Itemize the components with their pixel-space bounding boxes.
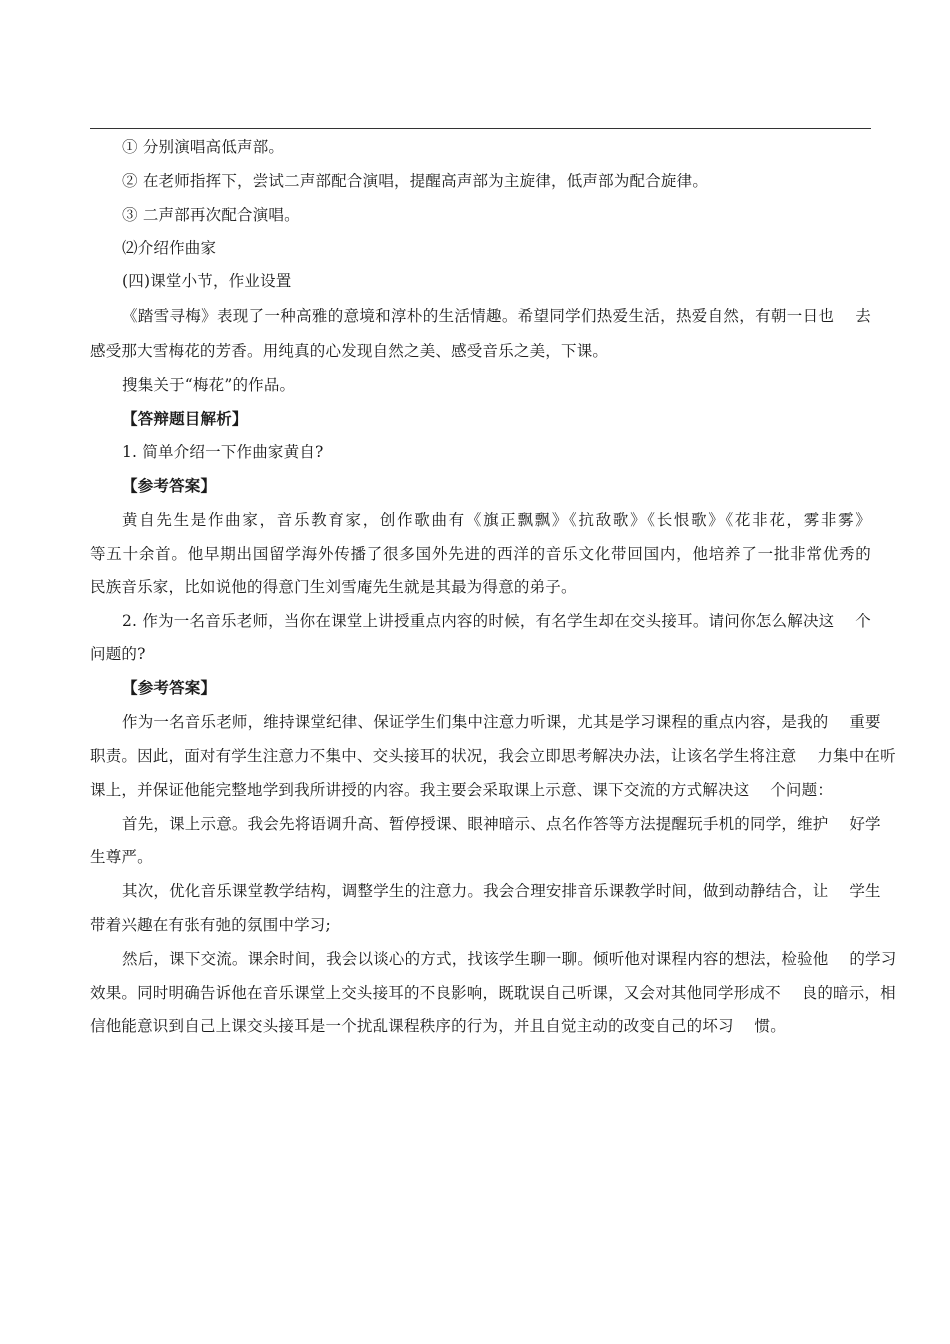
item-composer: ⑵介绍作曲家 [122, 239, 217, 257]
question-2-line-1: 2. 作为一名音乐老师，当你在课堂上讲授重点内容的时候，有名学生却在交头接耳。请问你怎么解决这 个 [122, 612, 871, 630]
summary-line-1: 《踏雪寻梅》表现了一种高雅的意境和淳朴的生活情趣。希望同学们热爱生活，热爱自然，有朝一日也 去 [122, 307, 871, 325]
answer-2-then-line-1: 然后，课下交流。课余时间，我会以谈心的方式，找该学生聊一聊。倾听他对课程内容的想法，检验他 的学习 [122, 950, 897, 968]
answer-2-then-line-2: 效果。同时明确告诉他在音乐课堂上交头接耳的不良影响，既耽误自己听课，又会对其他同学形成不 良的暗示，相 [90, 984, 896, 1002]
question-2-line-2: 问题的? [90, 645, 146, 663]
answer-2-intro-line-1: 作为一名音乐老师，维持课堂纪律、保证学生们集中注意力听课，尤其是学习课程的重点内容，是我的 重要 [122, 713, 881, 731]
section-four-heading: (四)课堂小节，作业设置 [122, 272, 292, 290]
answer-heading-2: 【参考答案】 [122, 678, 217, 697]
analysis-heading: 【答辩题目解析】 [122, 409, 248, 428]
answer-2-intro-line-2: 职责。因此，面对有学生注意力不集中、交头接耳的状况，我会立即思考解决办法，让该名学生将注意 力集中在听 [90, 747, 896, 765]
answer-2-first-line-1: 首先，课上示意。我会先将语调升高、暂停授课、眼神暗示、点名作答等方法提醒玩手机的同学，维护 好学 [122, 815, 881, 833]
step-2: ② 在老师指挥下，尝试二声部配合演唱，提醒高声部为主旋律，低声部为配合旋律。 [122, 172, 709, 190]
answer-2-then-line-3: 信他能意识到自己上课交头接耳是一个扰乱课程秩序的行为，并且自觉主动的改变自己的坏习 惯。 [90, 1017, 786, 1035]
answer-2-second-line-1: 其次，优化音乐课堂教学结构，调整学生的注意力。我会合理安排音乐课教学时间，做到动静结合，让 学生 [122, 882, 881, 900]
answer-1-line-1: 黄自先生是作曲家，音乐教育家，创作歌曲有《旗正飘飘》《抗敌歌》《长恨歌》《花非花，雾非雾》 [122, 511, 871, 529]
answer-1-line-3: 民族音乐家，比如说他的得意门生刘雪庵先生就是其最为得意的弟子。 [90, 578, 577, 596]
answer-2-second-line-2: 带着兴趣在有张有弛的氛围中学习; [90, 916, 331, 934]
question-1: 1. 简单介绍一下作曲家黄自? [122, 443, 324, 461]
summary-line-2: 感受那大雪梅花的芳香。用纯真的心发现自然之美、感受音乐之美，下课。 [90, 342, 609, 360]
answer-heading-1: 【参考答案】 [122, 476, 217, 495]
answer-2-first-line-2: 生尊严。 [90, 848, 153, 866]
step-3: ③ 二声部再次配合演唱。 [122, 206, 300, 224]
homework-text: 搜集关于“梅花”的作品。 [122, 376, 296, 394]
step-1: ① 分别演唱高低声部。 [122, 138, 285, 156]
answer-1-line-2: 等五十余首。他早期出国留学海外传播了很多国外先进的西洋的音乐文化带回国内，他培养了一批非常优秀的 [90, 545, 871, 563]
header-rule [90, 128, 871, 129]
answer-2-intro-line-3: 课上，并保证他能完整地学到我所讲授的内容。我主要会采取课上示意、课下交流的方式解决这 个问题： [90, 781, 834, 799]
